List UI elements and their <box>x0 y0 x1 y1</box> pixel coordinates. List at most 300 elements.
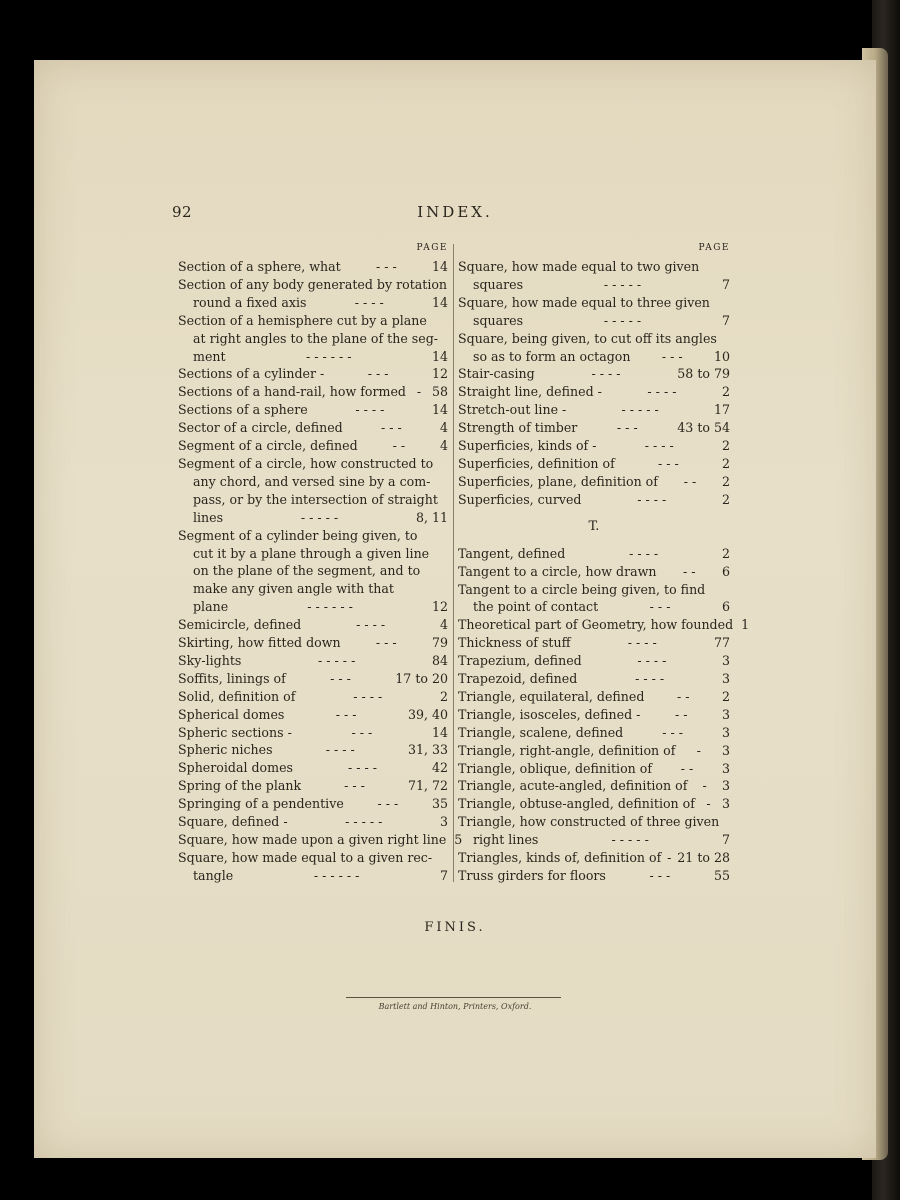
page-reference: 17 <box>713 402 730 418</box>
entry-text: squares <box>473 312 524 328</box>
entry-text: Triangle, how constructed of three given <box>458 814 720 830</box>
index-entry <box>178 419 448 437</box>
index-entry <box>458 294 730 330</box>
entry-line <box>458 813 730 831</box>
entry-line <box>178 545 448 563</box>
entry-line <box>458 473 730 491</box>
page-reference: 1 <box>741 617 750 633</box>
section-letter: T. <box>588 518 600 534</box>
page-reference: 84 <box>431 652 448 668</box>
entry-line <box>458 777 730 795</box>
entry-line <box>458 419 730 437</box>
page-reference: 31, 33 <box>407 742 448 758</box>
leader-dots: - - - - <box>325 742 355 758</box>
entry-line <box>178 527 448 545</box>
page-reference: 43 to 54 <box>677 420 730 436</box>
entry-text: Superficies, plane, definition of <box>458 473 658 489</box>
index-entry <box>178 706 448 724</box>
page-reference: 58 <box>431 384 448 400</box>
entry-text: Spheroidal domes <box>178 760 293 776</box>
entry-line <box>458 634 730 652</box>
index-entry <box>458 813 730 849</box>
page-reference: 17 to 20 <box>395 670 448 686</box>
page-reference: 4 <box>439 617 448 633</box>
index-entry <box>178 795 448 813</box>
entry-line <box>178 652 448 670</box>
entry-text: Straight line, defined - <box>458 384 602 400</box>
entry-text: Soffits, linings of <box>178 670 286 686</box>
entry-text: tangle <box>193 867 234 883</box>
index-entry <box>178 455 448 527</box>
leader-dots: - - - - - <box>611 832 649 848</box>
entry-line <box>178 634 448 652</box>
index-entry <box>178 258 448 276</box>
leader-dots: - <box>667 850 672 866</box>
entry-text: the point of contact <box>473 599 599 615</box>
entry-text: Square, being given, to cut off its angles <box>458 330 717 346</box>
index-column-left <box>178 238 463 885</box>
index-entry <box>178 437 448 455</box>
running-title: INDEX. <box>417 203 493 221</box>
index-entry <box>178 688 448 706</box>
page-reference: 2 <box>721 545 730 561</box>
entry-text: Spheric sections - <box>178 724 292 740</box>
entry-text: on the plane of the segment, and to <box>193 563 421 579</box>
leader-dots: - - - - <box>637 491 667 507</box>
entry-text: Theoretical part of Geometry, how founded <box>458 617 734 633</box>
entry-line <box>458 724 730 742</box>
entry-line <box>178 294 448 312</box>
page-reference: 77 <box>713 635 730 651</box>
entry-line <box>458 670 730 688</box>
entry-text: Square, how made upon a given right line <box>178 832 447 847</box>
index-entry <box>458 419 730 437</box>
column-divider <box>453 244 454 882</box>
entry-line <box>178 258 448 276</box>
entry-line <box>458 455 730 473</box>
entry-line <box>178 437 448 455</box>
column-heading: PAGE <box>698 243 730 253</box>
page-reference: 12 <box>431 366 448 382</box>
leader-dots: - - - <box>330 670 351 686</box>
entry-text: Superficies, definition of <box>458 455 615 471</box>
entry-line <box>178 348 448 366</box>
entry-text: Stretch-out line - <box>458 402 567 418</box>
entry-line <box>458 760 730 778</box>
entry-text: Trapezium, defined <box>458 653 582 669</box>
entry-text: make any given angle with that <box>193 581 394 597</box>
leader-dots: - - - <box>380 420 402 436</box>
entry-line <box>458 365 730 383</box>
index-entry <box>178 383 448 401</box>
entry-text: cut it by a plane through a given line <box>193 545 430 561</box>
entry-line <box>458 563 730 581</box>
entry-text: Triangle, right-angle, definition of <box>458 742 676 758</box>
page-reference: 14 <box>431 724 448 740</box>
leader-dots: - - - - - <box>318 652 356 668</box>
entry-line <box>178 509 448 527</box>
entry-line <box>178 580 448 598</box>
entry-line <box>178 867 448 885</box>
entry-line <box>178 831 463 849</box>
entry-line <box>178 616 448 634</box>
page-reference: 42 <box>431 760 448 776</box>
index-entry <box>458 616 750 634</box>
entry-text: Triangle, obtuse-angled, definition of <box>458 796 695 812</box>
entry-line <box>178 759 448 777</box>
index-entry <box>178 365 448 383</box>
entry-line <box>458 276 730 294</box>
leader-dots: - - <box>680 760 694 776</box>
index-entry <box>458 670 730 688</box>
leader-dots: - - - - - <box>345 814 383 830</box>
entry-text: at right angles to the plane of the seg- <box>193 330 439 346</box>
index-entry <box>178 634 448 652</box>
page-reference: 2 <box>721 438 730 454</box>
index-entry <box>458 760 730 778</box>
entry-line <box>178 706 448 724</box>
leader-dots: - <box>696 742 701 758</box>
index-entry <box>458 330 730 366</box>
index-column-right <box>458 238 750 885</box>
page-reference: 79 <box>431 635 448 651</box>
index-entry <box>458 365 730 383</box>
entry-text: Trapezoid, defined <box>458 671 578 687</box>
page-reference: 3 <box>721 671 730 687</box>
entry-text: Square, defined - <box>178 814 288 830</box>
page-reference: 2 <box>721 491 730 507</box>
entry-text: Springing of a pendentive <box>178 796 344 812</box>
index-entry <box>458 383 730 401</box>
entry-text: Segment of a circle, how constructed to <box>178 455 434 471</box>
page-reference: 2 <box>721 384 730 400</box>
page-reference: 14 <box>431 259 448 274</box>
leader-dots: - - <box>674 706 688 722</box>
entry-text: Thickness of stuff <box>458 635 571 651</box>
entry-text: Tangent to a circle being given, to find <box>458 581 706 597</box>
index-entry <box>458 742 730 760</box>
entry-line <box>178 365 448 383</box>
leader-dots: - - - - - <box>603 312 642 328</box>
entry-text: Triangle, isosceles, defined - <box>458 706 641 722</box>
leader-dots: - - - <box>661 348 683 364</box>
entry-text: Superficies, curved <box>458 491 582 507</box>
leader-dots: - <box>702 778 707 794</box>
entry-line <box>458 545 730 563</box>
entry-line <box>178 455 448 473</box>
page-reference: 21 to 28 <box>677 850 730 866</box>
entry-text: Spherical domes <box>178 706 285 722</box>
entry-line <box>458 652 730 670</box>
entry-line <box>458 742 730 760</box>
entry-text: so as to form an octagon <box>473 348 631 364</box>
entry-text: Sections of a hand-rail, how formed <box>178 384 406 400</box>
leader-dots: - - <box>682 563 696 579</box>
entry-text: Segment of a cylinder being given, to <box>178 527 418 543</box>
entry-text: Strength of timber <box>458 420 578 436</box>
index-entry <box>178 724 448 742</box>
entry-line <box>178 562 448 580</box>
entry-line <box>178 849 448 867</box>
entry-text: Triangle, scalene, defined <box>458 724 624 740</box>
entry-text: Section of a sphere, what <box>178 259 341 274</box>
page-reference: 12 <box>431 599 448 615</box>
entry-line <box>458 849 730 867</box>
index-entry <box>458 688 730 706</box>
leader-dots: - - - <box>351 724 373 740</box>
page-reference: 5 <box>454 832 463 847</box>
entry-list <box>178 258 463 885</box>
page-reference: 14 <box>431 348 448 364</box>
page-reference: 3 <box>721 706 730 722</box>
entry-text: Tangent, defined <box>458 545 566 561</box>
index-entry <box>458 401 730 419</box>
leader-dots: - - - - <box>356 617 386 633</box>
index-entry <box>458 634 730 652</box>
index-entry <box>178 276 448 312</box>
leader-dots: - - - <box>344 778 365 794</box>
index-entry <box>458 473 730 491</box>
entry-text: Skirting, how fitted down <box>178 635 341 651</box>
page-reference: 39, 40 <box>407 706 448 722</box>
entry-line <box>178 598 448 616</box>
index-entry <box>178 670 448 688</box>
entry-text: Spring of the plank <box>178 778 302 794</box>
entry-line <box>458 598 730 616</box>
entry-line <box>458 795 730 813</box>
page-reference: 35 <box>431 796 448 812</box>
page-reference: 3 <box>721 796 730 812</box>
entry-text: right lines <box>473 832 539 848</box>
entry-text: Sections of a cylinder - <box>178 366 325 382</box>
entry-line <box>458 688 730 706</box>
leader-dots: - - - - - <box>621 402 659 418</box>
leader-dots: - - - - <box>635 671 665 687</box>
entry-line <box>178 670 448 688</box>
leader-dots: - - - <box>649 868 671 883</box>
book-page <box>34 60 876 1158</box>
index-entry <box>458 795 730 813</box>
entry-text: Solid, definition of <box>178 688 296 704</box>
index-entry <box>458 545 730 563</box>
entry-text: pass, or by the intersection of straight <box>193 491 438 507</box>
entry-line <box>178 383 448 401</box>
entry-text: Sections of a sphere <box>178 402 308 418</box>
leader-dots: - - - <box>657 455 679 471</box>
index-entry <box>458 581 730 617</box>
leader-dots: - - - <box>375 635 397 651</box>
entry-text: Semicircle, defined <box>178 617 302 633</box>
leader-dots: - - <box>392 438 406 454</box>
leader-dots: - - - - <box>647 384 677 400</box>
page-reference: 2 <box>721 688 730 704</box>
entry-line <box>178 276 448 294</box>
page-reference: 3 <box>721 724 730 740</box>
entry-text: Triangles, kinds of, definition of <box>458 850 662 866</box>
page-reference: 6 <box>721 599 730 615</box>
index-entry <box>458 706 730 724</box>
index-entry <box>178 401 448 419</box>
entry-text: lines <box>193 509 224 525</box>
index-entry <box>458 652 730 670</box>
index-entry <box>178 777 448 795</box>
index-entry <box>458 777 730 795</box>
page-reference: 3 <box>439 814 448 830</box>
leader-dots: - - - - <box>354 294 384 310</box>
page-reference: 3 <box>721 760 730 776</box>
page-reference: 3 <box>721 778 730 794</box>
page-reference: 4 <box>439 420 448 436</box>
leader-dots: - <box>416 384 422 400</box>
leader-dots: - - - - <box>644 438 674 454</box>
entry-line <box>458 383 730 401</box>
index-entry <box>178 652 448 670</box>
page-reference: 10 <box>713 348 730 364</box>
index-entry <box>458 563 730 581</box>
page-reference: 55 <box>713 868 730 883</box>
entry-text: Square, how made equal to three given <box>458 294 710 310</box>
index-entry <box>458 455 730 473</box>
entry-text: Segment of a circle, defined <box>178 438 358 454</box>
entry-list <box>458 545 750 885</box>
entry-line <box>458 491 730 509</box>
leader-dots: - - - <box>335 706 357 722</box>
entry-line <box>458 616 750 634</box>
page-reference: 7 <box>439 867 448 883</box>
leader-dots: - - - - <box>353 688 383 704</box>
entry-line <box>178 419 448 437</box>
leader-dots: - - - <box>367 366 389 382</box>
page-reference: 3 <box>721 742 730 758</box>
entry-text: Section of a hemisphere cut by a plane <box>178 312 427 328</box>
leader-dots: - - - - - - <box>313 867 360 883</box>
entry-line <box>178 491 448 509</box>
leader-dots: - - - - - - <box>305 348 352 364</box>
entry-text: Superficies, kinds of - <box>458 438 597 454</box>
entry-text: plane <box>193 599 229 615</box>
printer-imprint: Bartlett and Hinton, Printers, Oxford. <box>378 1002 532 1011</box>
entry-line <box>458 348 730 366</box>
entry-line <box>178 312 448 330</box>
page-reference: 4 <box>439 438 448 454</box>
leader-dots: - - - - - <box>603 276 642 292</box>
index-entry <box>458 724 730 742</box>
page-reference: 7 <box>721 312 730 328</box>
page-reference: 71, 72 <box>407 778 448 794</box>
page-reference: 7 <box>721 832 730 848</box>
page-reference: 6 <box>721 563 730 579</box>
page-reference: 7 <box>721 276 730 292</box>
index-entry <box>178 849 448 885</box>
page-reference: 3 <box>721 653 730 669</box>
entry-text: Truss girders for floors <box>458 868 606 883</box>
imprint-rule <box>346 997 561 998</box>
entry-line <box>458 581 730 599</box>
entry-line <box>458 330 730 348</box>
entry-text: ment <box>193 348 226 364</box>
index-entry <box>458 258 730 294</box>
index-entry <box>458 437 730 455</box>
page-reference: 58 to 79 <box>677 366 730 382</box>
entry-text: Square, how made equal to a given rec- <box>178 849 433 865</box>
page-number: 92 <box>172 203 193 221</box>
entry-line <box>178 401 448 419</box>
index-entry <box>458 491 730 509</box>
index-entry <box>178 813 448 831</box>
entry-text: Tangent to a circle, how drawn <box>458 563 657 579</box>
entry-list <box>458 258 730 509</box>
entry-text: squares <box>473 276 524 292</box>
entry-line <box>178 724 448 742</box>
entry-text: any chord, and versed sine by a com- <box>193 473 431 489</box>
entry-line <box>458 867 730 885</box>
leader-dots: - - - <box>662 724 683 740</box>
finis-text: FINIS. <box>424 920 486 935</box>
column-heading: PAGE <box>416 243 448 253</box>
leader-dots: - - - - <box>627 635 657 651</box>
entry-line <box>458 294 730 312</box>
index-entry <box>178 741 448 759</box>
index-entry <box>178 616 448 634</box>
entry-line <box>178 473 448 491</box>
leader-dots: - - - - <box>347 760 377 776</box>
entry-text: Sky-lights <box>178 652 242 668</box>
entry-text: Sector of a circle, defined <box>178 420 343 436</box>
leader-dots: - - - - <box>629 545 659 561</box>
leader-dots: - - - - <box>355 402 385 418</box>
entry-text: Triangle, equilateral, defined <box>458 688 645 704</box>
leader-dots: - - - - <box>591 366 621 382</box>
index-entry <box>458 849 730 867</box>
entry-text: Triangle, acute-angled, definition of <box>458 778 688 794</box>
page-reference: 14 <box>431 402 448 418</box>
index-entry <box>178 312 448 366</box>
entry-line <box>458 258 730 276</box>
entry-text: Triangle, oblique, definition of <box>458 760 653 776</box>
page-header <box>34 203 876 229</box>
page-reference: 2 <box>439 688 448 704</box>
entry-line <box>178 777 448 795</box>
entry-line <box>178 688 448 706</box>
entry-line <box>458 401 730 419</box>
entry-line <box>458 437 730 455</box>
index-entry <box>178 831 463 849</box>
entry-text: Square, how made equal to two given <box>458 259 700 274</box>
leader-dots: - - - - <box>637 653 667 669</box>
page-reference: 8, 11 <box>415 509 448 525</box>
leader-dots: - - - <box>616 420 638 436</box>
entry-text: Spheric niches <box>178 742 273 758</box>
page-reference: 14 <box>431 294 448 310</box>
entry-line <box>178 330 448 348</box>
leader-dots: - - - <box>377 796 399 812</box>
index-entry <box>178 527 448 617</box>
index-entry <box>458 867 730 885</box>
leader-dots: - <box>706 796 711 812</box>
index-entry <box>178 759 448 777</box>
entry-line <box>458 706 730 724</box>
entry-line <box>178 741 448 759</box>
leader-dots: - - <box>683 473 697 489</box>
entry-line <box>458 831 730 849</box>
entry-line <box>178 813 448 831</box>
leader-dots: - - - - - - <box>307 599 353 615</box>
leader-dots: - - <box>676 688 690 704</box>
leader-dots: - - - <box>649 599 671 615</box>
entry-line <box>458 312 730 330</box>
entry-text: Stair-casing <box>458 366 535 382</box>
leader-dots: - - - - - <box>300 509 339 525</box>
